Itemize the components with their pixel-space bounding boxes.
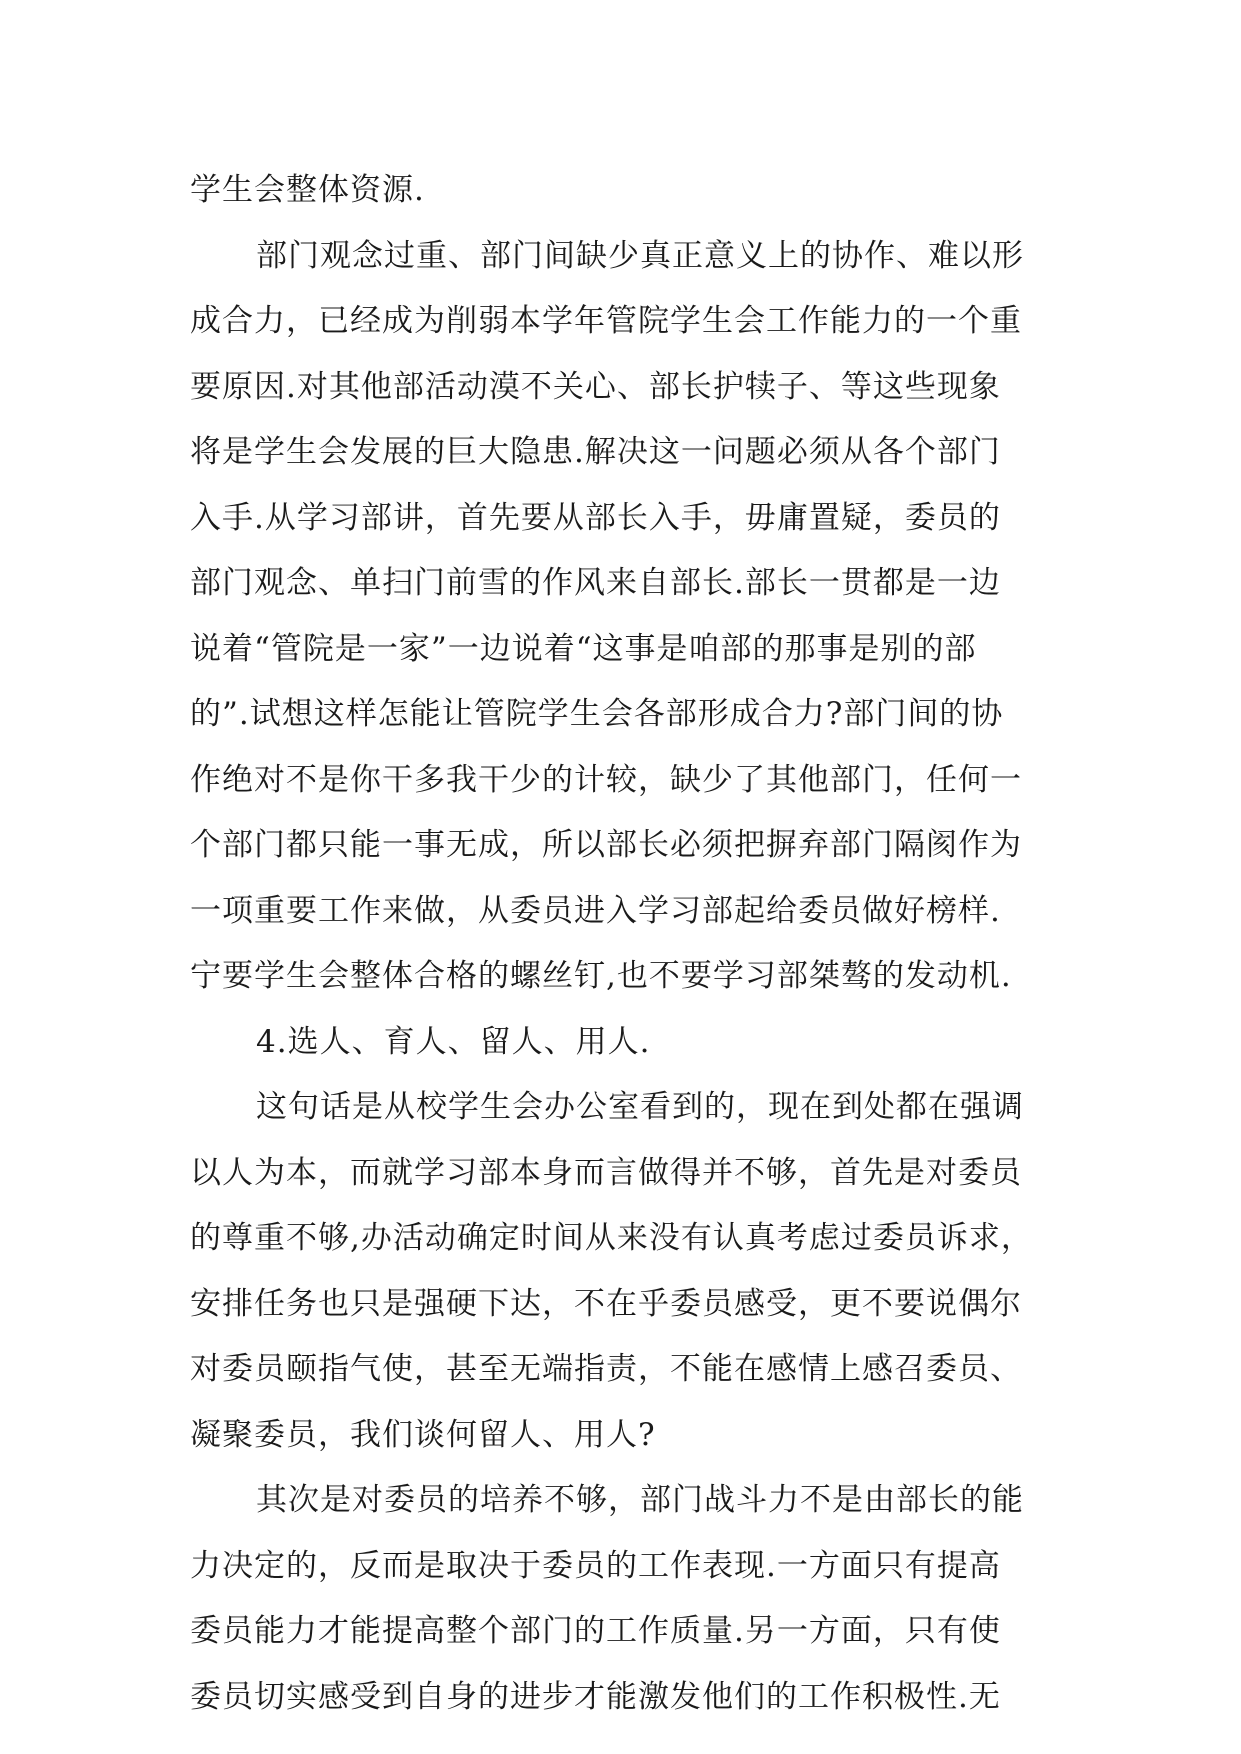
text-line: 学生会整体资源. (190, 172, 425, 208)
text-line: 力决定的，反而是取决于委员的工作表现.一方面只有提高 (190, 1547, 1001, 1584)
text-line: 作绝对不是你干多我干少的计较，缺少了其他部门，任何一 (190, 761, 1022, 798)
text-line: 委员切实感受到自身的进步才能激发他们的工作积极性.无 (190, 1678, 1001, 1715)
text-line: 对委员颐指气使，甚至无端指责，不能在感情上感召委员、 (190, 1351, 1022, 1387)
body-text (190, 158, 1070, 1730)
section-heading: 4.选人、育人、留人、用人. (256, 1023, 651, 1060)
text-line: 部门观念过重、部门间缺少真正意义上的协作、难以形 (256, 237, 1024, 274)
text-line: 部门观念、单扫门前雪的作风来自部长.部长一贯都是一边 (190, 565, 1001, 601)
text-line: 凝聚委员，我们谈何留人、用人? (190, 1416, 656, 1453)
text-line: 的”.试想这样怎能让管院学生会各部形成合力?部门间的协 (190, 696, 1004, 732)
text-line: 个部门都只能一事无成，所以部长必须把摒弃部门隔阂作为 (190, 827, 1022, 863)
text-line: 这句话是从校学生会办公室看到的，现在到处都在强调 (256, 1089, 1024, 1125)
text-line: 一项重要工作来做，从委员进入学习部起给委员做好榜样. (190, 892, 1001, 929)
text-line: 成合力，已经成为削弱本学年管院学生会工作能力的一个重 (190, 303, 1022, 339)
text-line: 委员能力才能提高整个部门的工作质量.另一方面，只有使 (190, 1613, 1001, 1649)
text-line: 其次是对委员的培养不够，部门战斗力不是由部长的能 (256, 1482, 1024, 1518)
text-line: 要原因.对其他部活动漠不关心、部长护犊子、等这些现象 (190, 368, 1001, 405)
text-line: 将是学生会发展的巨大隐患.解决这一问题必须从各个部门 (190, 434, 1001, 470)
text-line: 以人为本，而就学习部本身而言做得并不够，首先是对委员 (190, 1154, 1022, 1191)
text-line: 安排任务也只是强硬下达，不在乎委员感受，更不要说偶尔 (190, 1285, 1022, 1322)
text-line: 宁要学生会整体合格的螺丝钉,也不要学习部桀骜的发动机. (190, 958, 1012, 994)
text-line: 说着“管院是一家”一边说着“这事是咱部的那事是别的部 (190, 630, 977, 667)
text-line: 的尊重不够,办活动确定时间从来没有认真考虑过委员诉求， (190, 1220, 1033, 1256)
text-line: 入手.从学习部讲，首先要从部长入手，毋庸置疑，委员的 (190, 499, 1001, 536)
